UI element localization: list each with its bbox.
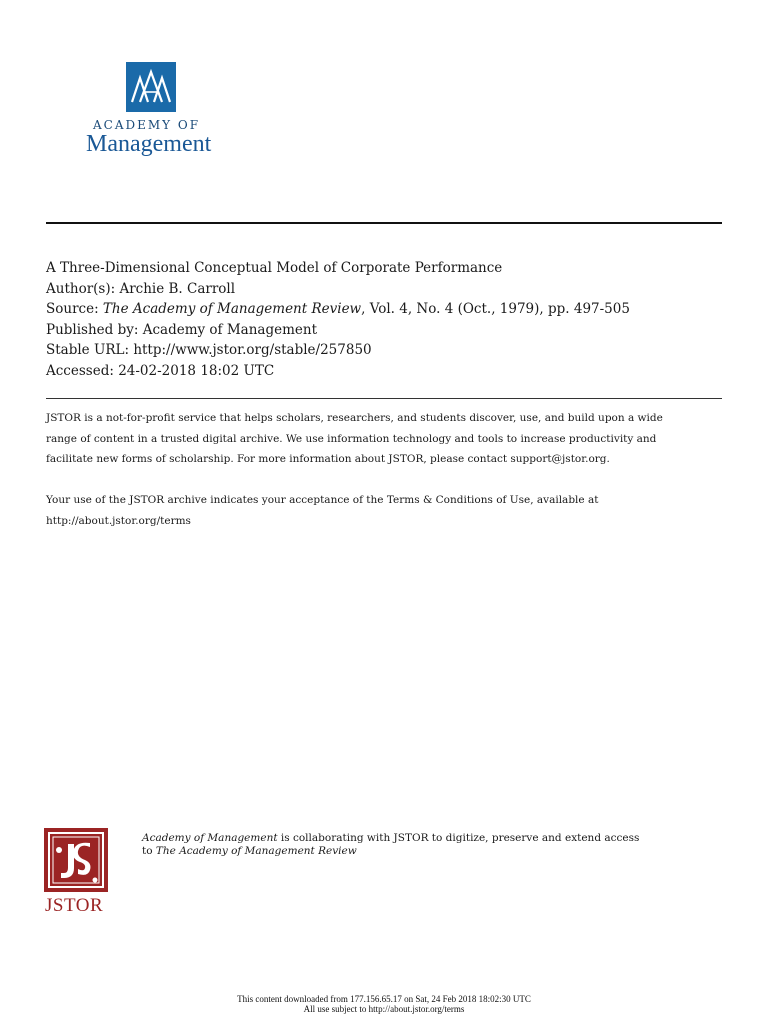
jstor-notice [46, 408, 726, 531]
terms-link[interactable]: http://about.jstor.org/terms [46, 514, 191, 527]
publisher-name: Academy of Management [142, 321, 317, 338]
header-divider [46, 222, 722, 224]
collaboration-statement [142, 832, 732, 858]
jstor-logo [44, 828, 110, 920]
article-title: A Three-Dimensional Conceptual Model of Corporate Performance [46, 260, 503, 276]
collab-line-1 [142, 832, 732, 845]
article-author-line [46, 279, 726, 300]
article-accessed-line [46, 361, 726, 382]
stable-url-link[interactable]: http://www.jstor.org/stable/257850 [133, 342, 372, 358]
jstor-wordmark: JSTOR [45, 895, 104, 916]
accessed-date: 24-02-2018 18:02 UTC [118, 362, 275, 379]
notice-line: range of content in a trusted digital archive. We use information technology and tools to increase productivity and [46, 432, 657, 445]
jstor-emblem-icon [44, 828, 108, 892]
stable-url-label: Stable URL: [46, 342, 134, 358]
collab-text-1: is collaborating with JSTOR to digitize, preserve and extend access [277, 832, 640, 844]
notice-line: JSTOR is a not-for-profit service that helps scholars, researchers, and students discover, use, and build upon a wide [46, 412, 663, 424]
metadata-divider [46, 398, 722, 399]
accessed-label: Accessed: [46, 362, 119, 379]
footer-line-2: All use subject to http://about.jstor.org/terms [303, 1004, 465, 1014]
footer-line-1: This content downloaded from 177.156.65.17 on Sat, 24 Feb 2018 18:02:30 UTC [237, 994, 531, 1004]
collab-line-2 [142, 845, 732, 858]
article-metadata [46, 258, 726, 381]
collab-text-2: to [142, 845, 156, 857]
publisher-label: Published by: [46, 321, 143, 338]
collab-org: Academy of Management [142, 832, 278, 844]
jstor-notice-paragraph-2 [46, 490, 726, 531]
source-details: , Vol. 4, No. 4 (Oct., 1979), pp. 497-505 [361, 301, 630, 317]
download-footer [0, 994, 768, 1014]
jstor-notice-paragraph-1 [46, 408, 726, 470]
academy-of-management-logo [84, 62, 224, 162]
notice-line: facilitate new forms of scholarship. For more information about JSTOR, please contact support@jstor.org. [46, 453, 610, 465]
source-journal: The Academy of Management Review [102, 301, 362, 317]
aom-logo-line2: Management [86, 131, 212, 157]
notice-line: Your use of the JSTOR archive indicates your acceptance of the Terms & Conditions of Use, available at [46, 494, 599, 506]
aom-mountain-icon [126, 62, 176, 112]
aom-logo-line1: ACADEMY OF [93, 118, 201, 132]
article-stable-url-line [46, 340, 726, 361]
source-label: Source: [46, 301, 103, 317]
article-publisher-line [46, 320, 726, 341]
author-label: Author(s): [46, 280, 120, 297]
article-source-line [46, 299, 726, 320]
author-name: Archie B. Carroll [119, 280, 236, 297]
collab-journal: The Academy of Management Review [155, 845, 357, 857]
